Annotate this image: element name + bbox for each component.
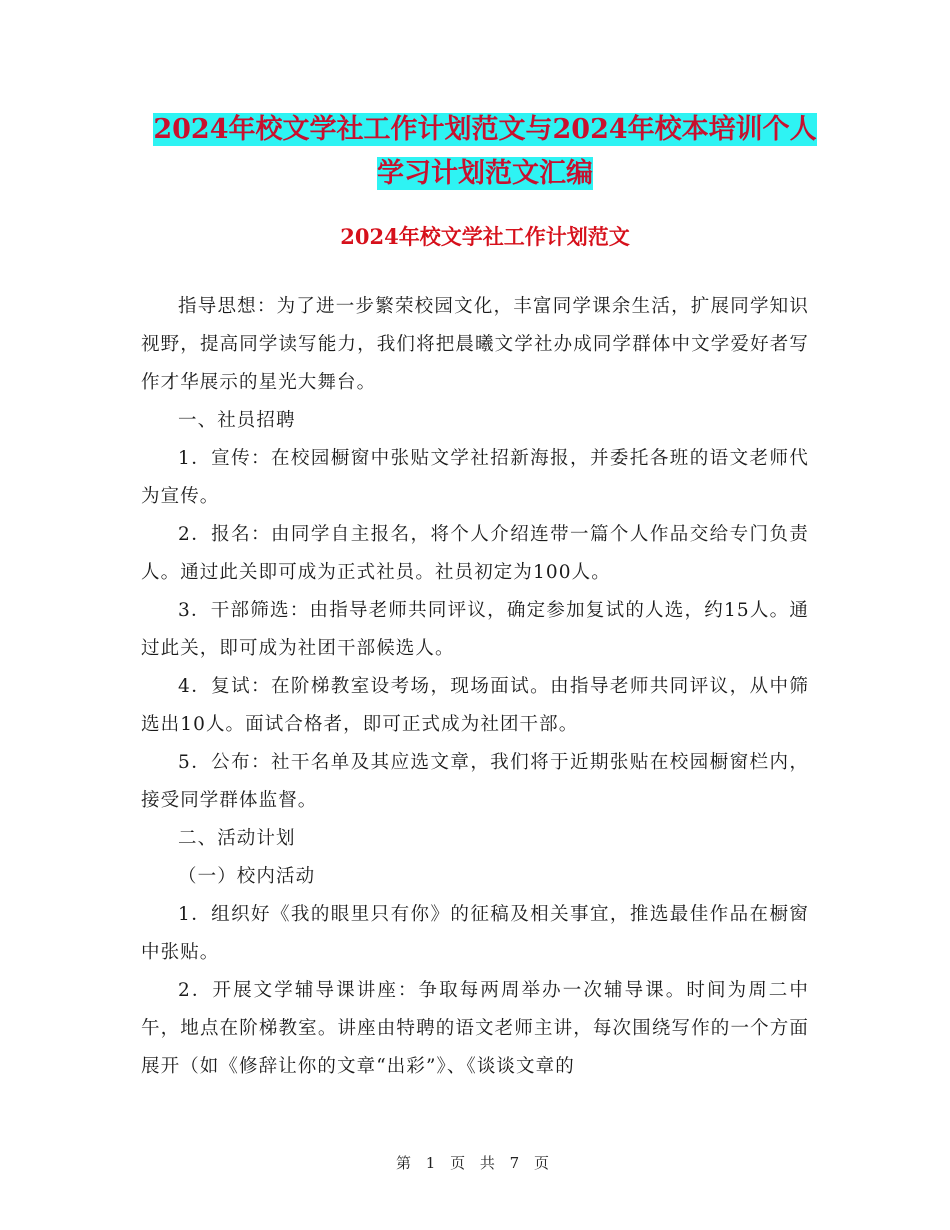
- paragraph-heading-activities: 二、活动计划: [178, 828, 296, 849]
- paragraph-publicity: 1．宣传：在校园橱窗中张贴文学社招新海报，并委托各班的语文老师代为宣传。: [141, 448, 809, 507]
- paragraph-heading-recruitment: 一、社员招聘: [178, 410, 296, 431]
- paragraph-announcement: 5．公布：社干名单及其应选文章，我们将于近期张贴在校园橱窗栏内，接受同学群体监督。: [141, 752, 809, 811]
- paragraph-lectures: 2．开展文学辅导课讲座：争取每两周举办一次辅导课。时间为周二中午，地点在阶梯教室。讲座由特聘的语文老师主讲，每次围绕写作的一个方面展开（如《修辞让你的文章“出彩”》、《谈谈文章的: [141, 980, 809, 1077]
- document-body: [141, 288, 809, 1086]
- main-title: [140, 108, 830, 196]
- paragraph-registration: 2．报名：由同学自主报名，将个人介绍连带一篇个人作品交给专门负责人。通过此关即可成为正式社员。社员初定为100人。: [141, 524, 809, 583]
- paragraph-heading-campus: （一）校内活动: [178, 866, 316, 887]
- main-title-line1: 2024年校文学社工作计划范文与2024年校本培训个人: [153, 114, 817, 145]
- paragraph-essay-contest: 1．组织好《我的眼里只有你》的征稿及相关事宜，推选最佳作品在橱窗中张贴。: [141, 904, 809, 963]
- main-title-line2: 学习计划范文汇编: [377, 158, 593, 189]
- page-footer: 第 1 页 共 7 页: [396, 1154, 554, 1172]
- paragraph-reexam: 4．复试：在阶梯教室设考场，现场面试。由指导老师共同评议，从中筛选出10人。面试合格者，即可正式成为社团干部。: [141, 676, 809, 735]
- paragraph-guiding-thought: 指导思想：为了进一步繁荣校园文化，丰富同学课余生活，扩展同学知识视野，提高同学读写能力，我们将把晨曦文学社办成同学群体中文学爱好者写作才华展示的星光大舞台。: [141, 296, 809, 393]
- section-subtitle: 2024年校文学社工作计划范文: [340, 224, 630, 249]
- paragraph-cadre-selection: 3．干部筛选：由指导老师共同评议，确定参加复试的人选，约15人。通过此关，即可成为社团干部候选人。: [141, 600, 809, 659]
